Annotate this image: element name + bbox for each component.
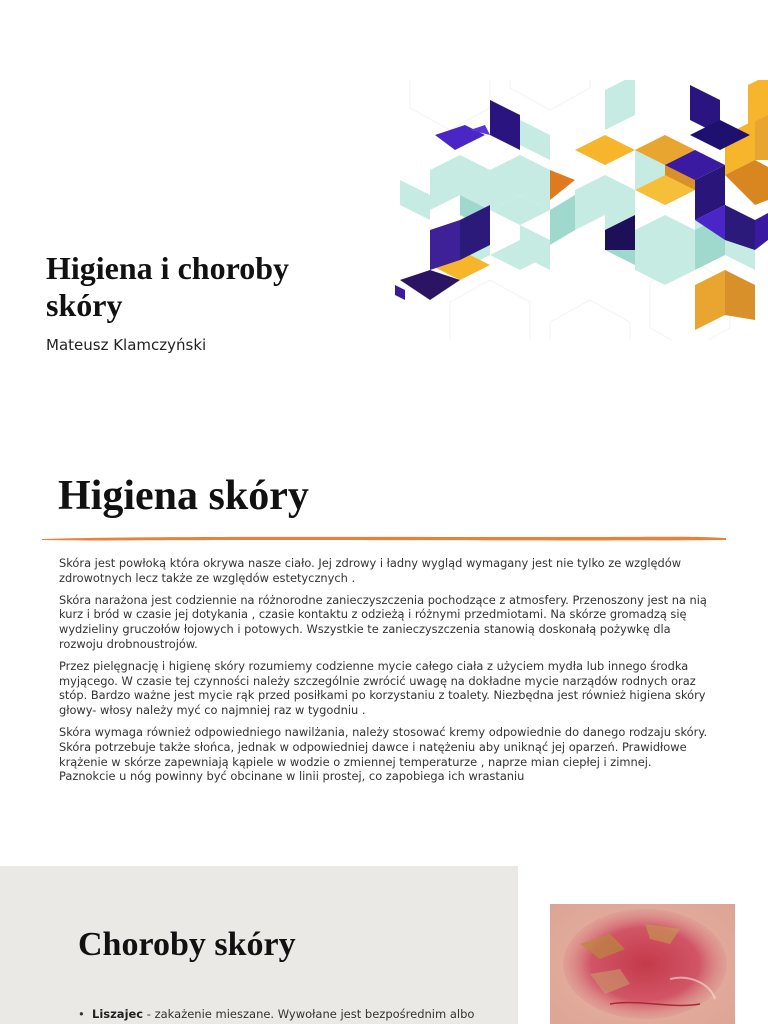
disease-term: Liszajec bbox=[92, 1007, 144, 1021]
paragraph: Skóra narażona jest codziennie na różnorodne zanieczyszczenia pochodzące z atmosfery. Przenoszony jest na nią kurz i bród w czasie jej dotykania , czasie kontaktu z odzieżą i różnymi przedmiotami. Na skórze gromadzą się wydzieliny gruczołów łojowych i potowych. Wszystkie te zanieczyszczenia stanowią doskonałą pożywkę dla rozwoju drobnoustrojów. bbox=[59, 592, 707, 651]
hygiene-slide bbox=[0, 432, 768, 864]
skin-diseases-slide bbox=[0, 864, 768, 1024]
slide-title: Higiena skóry bbox=[58, 473, 309, 519]
bullet-icon: • bbox=[78, 1007, 85, 1021]
list-item bbox=[78, 1007, 474, 1021]
disease-description: - zakażenie mieszane. Wywołane jest bezpośrednim albo bbox=[143, 1007, 475, 1021]
title-slide bbox=[0, 0, 768, 432]
slide-title: Choroby skóry bbox=[78, 926, 296, 963]
orange-brush-underline bbox=[40, 534, 728, 542]
geometric-pattern-decoration bbox=[390, 80, 768, 340]
skin-lesion-photo bbox=[550, 904, 735, 1024]
presentation-title: Higiena i choroby skóry bbox=[46, 250, 289, 323]
paragraph: Przez pielęgnację i higienę skóry rozumiemy codzienne mycie całego ciała z użyciem mydła lub innego środka myjącego. W czasie tej czynności należy szczególnie zwrócić uwagę na dokładne mycie narządów rodnych oraz stóp. Bardzo ważne jest mycie rąk przed posiłkami po korzystaniu z toalety. Niezbędna jest również higiena skóry głowy- włosy należy myć co najmniej raz w tygodniu . bbox=[59, 658, 706, 718]
paragraph: Skóra jest powłoką która okrywa nasze ciało. Jej zdrowy i ładny wygląd wymagany jest nie tylko ze względów zdrowotnych lecz także ze względów estetycznych . bbox=[59, 556, 682, 585]
paragraph: Skóra wymaga również odpowiedniego nawilżania, należy stosować kremy odpowiednie do danego rodzaju skóry. Skóra potrzebuje także słońca, jednak w odpowiedniej dawce i natężeniu aby uniknąć jej oparzeń. Prawidłowe krążenie w skórze zapewniają kąpiele w wodzie o zmiennej temperaturze , naprze mian ciepłej i zimnej. Paznokcie u nóg powinny być obcinane w linii prostej, co zapobiega ich wrastaniu bbox=[59, 724, 708, 784]
slide-body bbox=[59, 556, 709, 791]
author-name: Mateusz Klamczyński bbox=[46, 336, 207, 354]
